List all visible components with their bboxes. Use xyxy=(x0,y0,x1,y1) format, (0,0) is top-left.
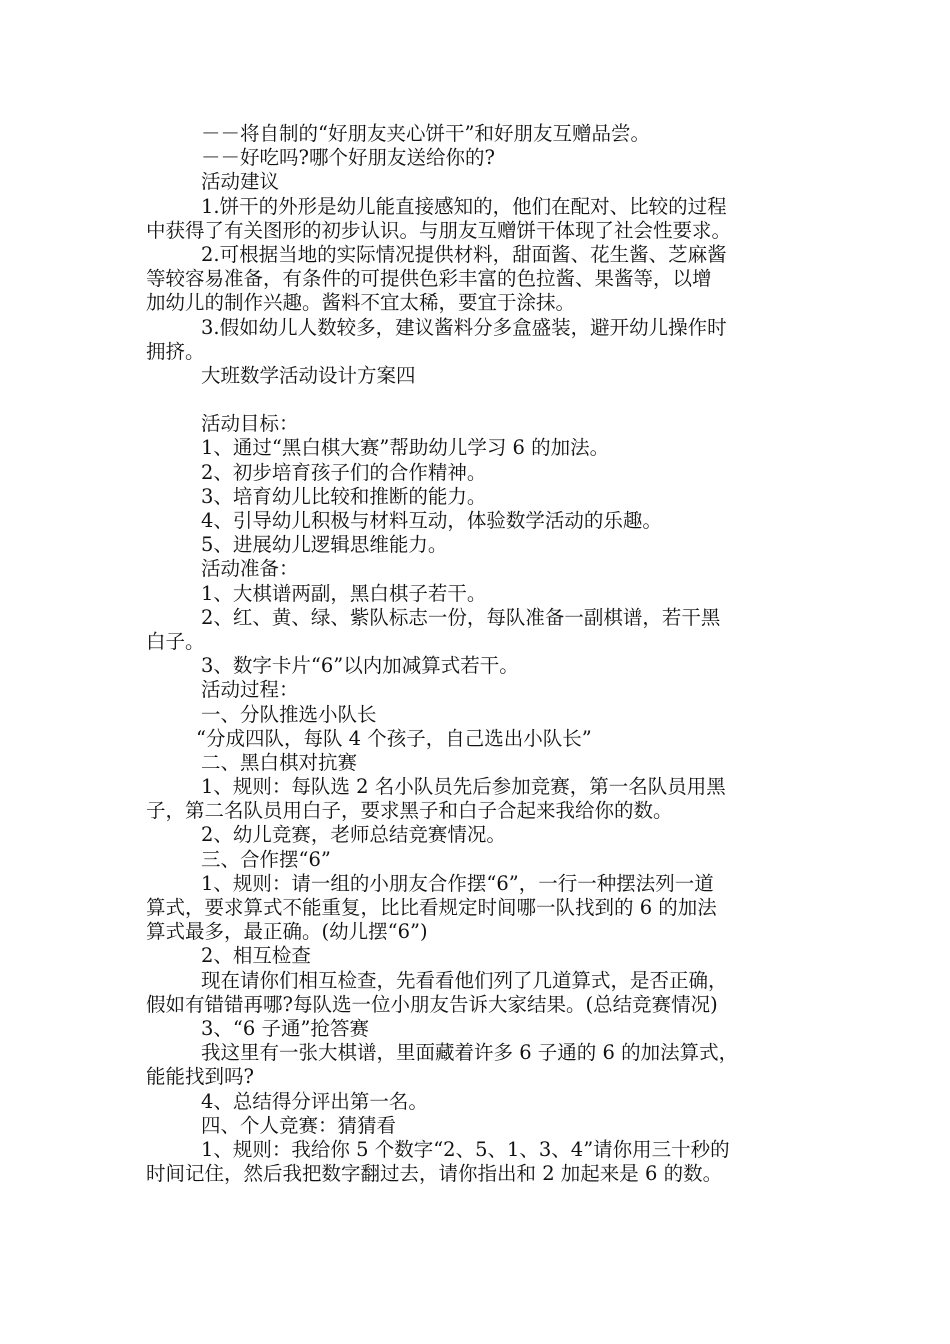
paragraph-line: 拥挤。 xyxy=(146,339,205,363)
blank-line xyxy=(146,388,810,412)
list-item: 3、数字卡片“6”以内加减算式若干。 xyxy=(201,654,519,678)
paragraph-line: “分成四队，每队 4 个孩子，自己选出小队长” xyxy=(196,726,592,750)
list-item: 4、总结得分评出第一名。 xyxy=(201,1089,428,1113)
list-item: 1、大棋谱两副，黑白棋子若干。 xyxy=(201,581,487,605)
list-item: 2、相互检查 xyxy=(201,944,311,968)
paragraph-line: 现在请你们相互检查，先看看他们列了几道算式，是否正确， xyxy=(201,968,728,992)
document-body xyxy=(146,122,810,1186)
list-item: 1、通过“黑白棋大赛”帮助幼儿学习 6 的加法。 xyxy=(201,436,610,460)
list-item: 5、进展幼儿逻辑思维能力。 xyxy=(201,533,448,557)
paragraph-line: 3.假如幼儿人数较多，建议酱料分多盒盛装，避开幼儿操作时 xyxy=(201,315,727,339)
section-heading: 四、个人竞赛：猜猜看 xyxy=(201,1113,397,1137)
document-title: 大班数学活动设计方案四 xyxy=(201,363,416,387)
section-heading: 二、黑白棋对抗赛 xyxy=(201,750,358,774)
paragraph-line: 加幼儿的制作兴趣。酱料不宜太稀，要宜于涂抹。 xyxy=(146,291,576,315)
paragraph-line: 白子。 xyxy=(146,629,205,653)
paragraph-line: 我这里有一张大棋谱，里面藏着许多 6 子通的 6 的加法算式， xyxy=(201,1041,739,1065)
section-heading: 活动准备： xyxy=(201,557,299,581)
paragraph-line: 时间记住，然后我把数字翻过去，请你指出和 2 加起来是 6 的数。 xyxy=(146,1162,723,1186)
paragraph-line: －－好吃吗?哪个好朋友送给你的? xyxy=(201,146,495,170)
paragraph-line: 1.饼干的外形是幼儿能直接感知的，他们在配对、比较的过程 xyxy=(201,194,727,218)
section-heading: 活动过程： xyxy=(201,678,299,702)
paragraph-line: 等较容易准备，有条件的可提供色彩丰富的色拉酱、果酱等，以增 xyxy=(146,267,712,291)
paragraph-line: 子，第二名队员用白子，要求黑子和白子合起来我给你的数。 xyxy=(146,799,673,823)
section-heading: 三、合作摆“6” xyxy=(201,847,331,871)
section-heading: 一、分队推选小队长 xyxy=(201,702,377,726)
paragraph-line: 中获得了有关图形的初步认识。与朋友互赠饼干体现了社会性要求。 xyxy=(146,218,732,242)
list-item: 2、红、黄、绿、紫队标志一份，每队准备一副棋谱，若干黑 xyxy=(201,605,721,629)
list-item: 2、初步培育孩子们的合作精神。 xyxy=(201,460,487,484)
list-item: 4、引导幼儿积极与材料互动，体验数学活动的乐趣。 xyxy=(201,509,662,532)
paragraph-line: －－将自制的“好朋友夹心饼干”和好朋友互赠品尝。 xyxy=(201,122,650,145)
paragraph-line: 2.可根据当地的实际情况提供材料，甜面酱、花生酱、芝麻酱 xyxy=(201,242,727,266)
section-heading: 活动建议 xyxy=(201,170,280,194)
paragraph-line: 能能找到吗? xyxy=(146,1065,254,1089)
list-item: 3、“6 子通”抢答赛 xyxy=(201,1016,369,1040)
list-item: 3、培育幼儿比较和推断的能力。 xyxy=(201,484,487,508)
list-item: 2、幼儿竞赛，老师总结竞赛情况。 xyxy=(201,823,506,847)
list-item: 1、规则：我给你 5 个数字“2、5、1、3、4”请你用三十秒的 xyxy=(201,1137,730,1161)
paragraph-line: 算式最多，最正确。(幼儿摆“6”) xyxy=(146,920,428,944)
paragraph-line: 算式，要求算式不能重复，比比看规定时间哪一队找到的 6 的加法 xyxy=(146,896,717,919)
list-item: 1、规则：请一组的小朋友合作摆“6”，一行一种摆法列一道 xyxy=(201,871,714,895)
section-heading: 活动目标： xyxy=(201,412,299,436)
list-item: 1、规则：每队选 2 名小队员先后参加竞赛，第一名队员用黑 xyxy=(201,775,726,799)
paragraph-line: 假如有错错再哪?每队选一位小朋友告诉大家结果。(总结竞赛情况) xyxy=(146,992,718,1016)
